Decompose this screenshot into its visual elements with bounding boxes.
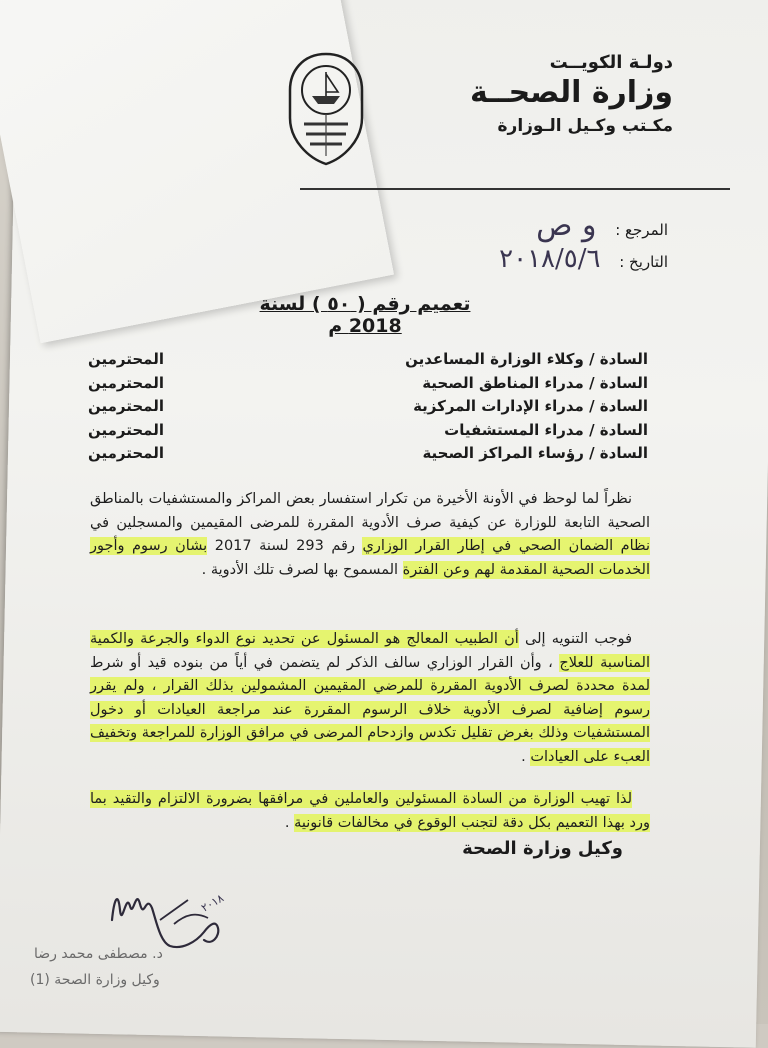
recipient-name: السادة / وكلاء الوزارة المساعدين	[405, 350, 648, 368]
paragraph-3	[90, 788, 650, 841]
reference-label: المرجع :	[615, 221, 668, 239]
highlighted-text: لذا تهيب الوزارة من السادة المسئولين والعاملين في مرافقها بضرورة الالتزام والتقيد بما ورد بهذا التعميم بكل دقة لتجنب الوقوع في مخالفات قانونية	[90, 791, 650, 831]
recipient-list	[88, 348, 648, 466]
recipient-name: السادة / رؤساء المراكز الصحية	[422, 444, 648, 462]
recipient-row	[88, 395, 648, 419]
ministry-name: وزارة الصحــة	[469, 75, 673, 110]
header-divider	[300, 188, 730, 190]
paragraph-text: رقم 293 لسنة 2017	[207, 538, 363, 554]
paragraph-2	[90, 628, 650, 775]
recipient-salutation: المحترمين	[88, 373, 165, 392]
paragraph-text: نظراً لما لوحظ في الأونة الأخيرة من تكرار استفسار بعض المراكز والمستشفيات بالمناطق الصحية التابعة للوزارة عن كيفية صرف الأدوية المقررة للمرضى المقيمين والمسجلين في	[90, 491, 650, 531]
svg-text:٢٠١٨: ٢٠١٨	[199, 891, 226, 915]
paragraph-text: المسموح بها لصرف تلك الأدوية .	[201, 561, 403, 578]
handwritten-signature	[100, 880, 250, 960]
recipient-row	[88, 419, 648, 443]
highlighted-text: لمدة محددة لصرف الأدوية المقررة للمرضي المقيمين المشمولين بذلك القرار ، ولم يقرر رسوم إضافية لصرف الأدوية خلاف الرسوم المقررة عند مراجعة العيادات أو دخول المستشفيات وذلك بغرض تقليل تكدس وازدحام المرضى في مرافق الوزارة للمراجعة وتخفيف العبء على العيادات	[90, 678, 650, 765]
stamp-name: د. مصطفى محمد رضا	[34, 946, 163, 962]
letterhead	[470, 52, 673, 136]
circular-title: تعميم رقم ( ٥٠ ) لسنة 2018 م	[259, 293, 471, 337]
stamp-title: وكيل وزارة الصحة (1)	[30, 972, 160, 988]
paragraph-text: فوجب التنويه إلى	[518, 631, 632, 647]
paragraph-text: .	[521, 748, 531, 765]
paragraph-1	[90, 488, 650, 588]
office-name: مكـتب وكـيل الـوزارة	[497, 116, 673, 136]
date-row	[499, 244, 668, 274]
reference-row	[536, 208, 668, 243]
recipient-row	[88, 442, 648, 466]
highlighted-text: أن الطبيب المعالج هو المسئول عن تحديد نوع الدواء والجرعة والكمية المناسبة للعلاج	[90, 631, 650, 671]
recipient-name: السادة / مدراء المستشفيات	[444, 420, 648, 439]
recipient-salutation: المحترمين	[88, 350, 165, 368]
recipient-name: السادة / مدراء المناطق الصحية	[422, 373, 648, 392]
highlighted-text: نظام الضمان الصحي في إطار القرار الوزاري	[362, 538, 650, 554]
recipient-salutation: المحترمين	[88, 444, 165, 462]
reference-value: و ص	[536, 208, 597, 243]
signoff-title: وكيل وزارة الصحة	[462, 838, 623, 859]
recipient-salutation: المحترمين	[88, 397, 165, 415]
paragraph-text: ، وأن القرار الوزاري سالف الذكر لم يتضمن في أياً من بنوده قيد أو شرط	[90, 654, 560, 671]
paragraph-text: .	[284, 814, 295, 831]
recipient-salutation: المحترمين	[88, 420, 165, 439]
recipient-name: السادة / مدراء الإدارات المركزية	[413, 397, 648, 415]
recipient-row	[88, 372, 648, 396]
recipient-row	[88, 348, 648, 372]
kuwait-emblem-icon	[282, 48, 370, 168]
date-label: التاريخ :	[619, 253, 668, 271]
date-value: ٢٠١٨/٥/٦	[499, 244, 601, 274]
highlighted-text: بشان رسوم وأجور الخدمات الصحية المقدمة لهم وعن الفترة	[90, 538, 650, 578]
state-name: دولـة الكويــت	[549, 52, 673, 73]
